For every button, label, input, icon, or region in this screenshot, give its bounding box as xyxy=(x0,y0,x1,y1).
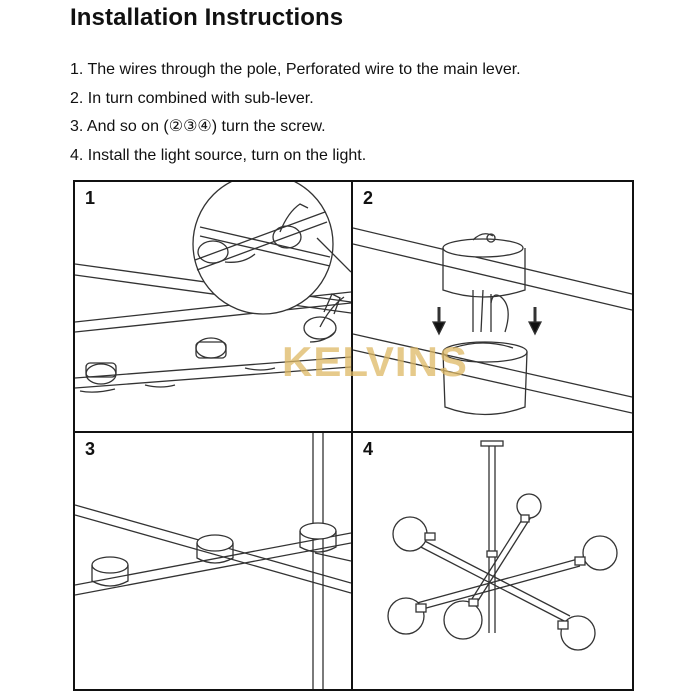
panel-2-illustration xyxy=(353,182,632,431)
step-3: 3. And so on (②③④) turn the screw. xyxy=(70,118,326,135)
panel-3-illustration xyxy=(75,433,351,689)
step-1: 1. The wires through the pole, Perforated wire to the main lever. xyxy=(70,61,521,78)
panel-3-number: 3 xyxy=(85,439,96,459)
panel-2 xyxy=(353,182,632,431)
step-4: 4. Install the light source, turn on the light. xyxy=(70,146,367,164)
panel-1-illustration xyxy=(75,182,351,431)
watermark: KELVINS xyxy=(282,338,468,385)
grid-divider-vertical xyxy=(351,180,353,691)
step-2: 2. In turn combined with sub-lever. xyxy=(70,89,314,107)
page-title: Installation Instructions xyxy=(70,4,344,31)
instruction-steps xyxy=(70,56,521,170)
panel-4-number: 4 xyxy=(363,439,374,459)
panel-4-illustration xyxy=(353,433,632,689)
panel-3 xyxy=(75,433,351,689)
panel-1 xyxy=(75,182,351,431)
grid-divider-horizontal xyxy=(73,431,634,433)
panel-2-number: 2 xyxy=(363,188,374,208)
panel-4 xyxy=(353,433,632,689)
panel-1-number: 1 xyxy=(85,188,96,208)
